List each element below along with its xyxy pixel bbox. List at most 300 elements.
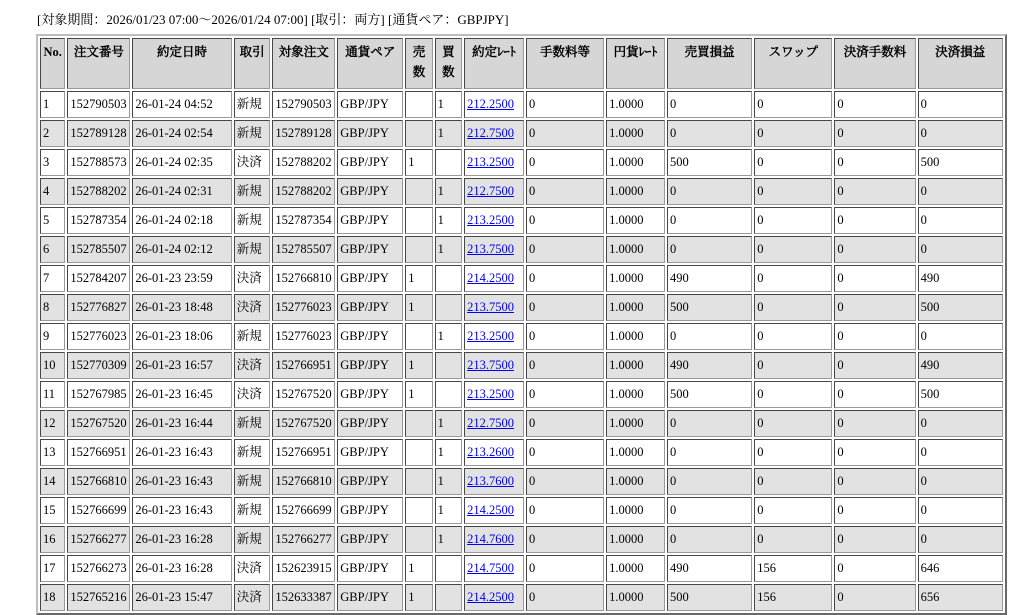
cell-buy-qty: 1 [435, 323, 462, 350]
cell-order-id: 152776827 [67, 294, 130, 321]
cell-fee: 0 [526, 497, 604, 524]
cell-settle-pl: 0 [918, 323, 1003, 350]
table-row [40, 323, 1003, 350]
cell-target-order: 152790503 [272, 91, 335, 118]
cell-exec-time: 26-01-23 18:06 [132, 323, 231, 350]
cell-swap: 0 [754, 439, 832, 466]
cell-target-order: 152766951 [272, 352, 335, 379]
cell-buy-qty: 1 [435, 236, 462, 263]
cell-no: 2 [40, 120, 65, 147]
cell-swap: 0 [754, 410, 832, 437]
cell-jpy-rate: 1.0000 [606, 120, 665, 147]
cell-exec-rate [464, 584, 524, 611]
cell-buy-qty: 1 [435, 91, 462, 118]
cell-sell-qty: 1 [405, 381, 432, 408]
cell-sell-qty [405, 497, 432, 524]
cell-pl: 0 [667, 178, 752, 205]
cell-target-order: 152776023 [272, 323, 335, 350]
cell-sell-qty: 1 [405, 555, 432, 582]
cell-jpy-rate: 1.0000 [606, 439, 665, 466]
exec-rate-link[interactable]: 213.2500 [467, 155, 514, 169]
table-row [40, 265, 1003, 292]
col-header-sell-line1: 売 [412, 45, 426, 59]
cell-pair: GBP/JPY [337, 497, 403, 524]
cell-sell-qty [405, 410, 432, 437]
cell-settle-pl: 0 [918, 410, 1003, 437]
cell-fee: 0 [526, 410, 604, 437]
cell-target-order: 152785507 [272, 236, 335, 263]
cell-swap: 0 [754, 207, 832, 234]
cell-order-id: 152784207 [67, 265, 130, 292]
cell-order-id: 152788573 [67, 149, 130, 176]
cell-trade: 新規 [234, 91, 271, 118]
cell-no: 12 [40, 410, 65, 437]
cell-pair: GBP/JPY [337, 265, 403, 292]
cell-exec-rate [464, 468, 524, 495]
cell-exec-rate [464, 265, 524, 292]
cell-fee: 0 [526, 526, 604, 553]
exec-rate-link[interactable]: 213.7500 [467, 300, 514, 314]
cell-trade: 新規 [234, 178, 271, 205]
cell-swap: 0 [754, 468, 832, 495]
cell-trade: 新規 [234, 120, 271, 147]
cell-no: 17 [40, 555, 65, 582]
cell-fee: 0 [526, 120, 604, 147]
cell-settle-fee: 0 [834, 497, 915, 524]
cell-pl: 0 [667, 468, 752, 495]
cell-exec-time: 26-01-23 23:59 [132, 265, 231, 292]
cell-jpy-rate: 1.0000 [606, 555, 665, 582]
cell-swap: 0 [754, 352, 832, 379]
table-row [40, 178, 1003, 205]
cell-swap: 0 [754, 294, 832, 321]
cell-fee: 0 [526, 236, 604, 263]
cell-exec-time: 26-01-24 02:35 [132, 149, 231, 176]
cell-trade: 新規 [234, 323, 271, 350]
cell-sell-qty [405, 236, 432, 263]
cell-pair: GBP/JPY [337, 120, 403, 147]
cell-pl: 0 [667, 323, 752, 350]
cell-buy-qty [435, 149, 462, 176]
cell-no: 10 [40, 352, 65, 379]
cell-order-id: 152766951 [67, 439, 130, 466]
cell-buy-qty: 1 [435, 497, 462, 524]
cell-settle-fee: 0 [834, 207, 915, 234]
cell-settle-pl: 0 [918, 439, 1003, 466]
cell-order-id: 152776023 [67, 323, 130, 350]
cell-order-id: 152788202 [67, 178, 130, 205]
cell-target-order: 152767520 [272, 410, 335, 437]
table-row [40, 207, 1003, 234]
cell-target-order: 152776023 [272, 294, 335, 321]
cell-exec-time: 26-01-23 16:43 [132, 497, 231, 524]
cell-settle-pl: 0 [918, 120, 1003, 147]
cell-settle-pl: 500 [918, 294, 1003, 321]
cell-fee: 0 [526, 149, 604, 176]
cell-swap: 0 [754, 120, 832, 147]
exec-rate-link[interactable]: 212.7500 [467, 126, 514, 140]
col-header-sell-line2: 数 [412, 65, 426, 79]
exec-rate-link[interactable]: 214.7500 [467, 561, 514, 575]
table-row [40, 584, 1003, 611]
cell-target-order: 152789128 [272, 120, 335, 147]
exec-rate-link[interactable]: 212.2500 [467, 97, 514, 111]
cell-jpy-rate: 1.0000 [606, 584, 665, 611]
cell-fee: 0 [526, 381, 604, 408]
cell-pair: GBP/JPY [337, 468, 403, 495]
cell-exec-rate [464, 439, 524, 466]
cell-target-order: 152767520 [272, 381, 335, 408]
table-row [40, 410, 1003, 437]
cell-fee: 0 [526, 352, 604, 379]
cell-trade: 新規 [234, 526, 271, 553]
cell-fee: 0 [526, 468, 604, 495]
cell-sell-qty [405, 468, 432, 495]
cell-order-id: 152766277 [67, 526, 130, 553]
cell-pl: 490 [667, 352, 752, 379]
cell-settle-pl: 0 [918, 91, 1003, 118]
cell-sell-qty [405, 323, 432, 350]
cell-buy-qty: 1 [435, 468, 462, 495]
cell-settle-pl: 0 [918, 207, 1003, 234]
cell-pair: GBP/JPY [337, 91, 403, 118]
cell-settle-pl: 500 [918, 381, 1003, 408]
cell-pair: GBP/JPY [337, 410, 403, 437]
cell-exec-rate [464, 207, 524, 234]
cell-order-id: 152765216 [67, 584, 130, 611]
cell-no: 5 [40, 207, 65, 234]
cell-exec-rate [464, 352, 524, 379]
col-header-pair: 通貨ペア [337, 38, 403, 89]
cell-jpy-rate: 1.0000 [606, 91, 665, 118]
cell-exec-rate [464, 410, 524, 437]
cell-no: 8 [40, 294, 65, 321]
cell-pl: 0 [667, 526, 752, 553]
col-header-exec-rate: 約定ﾚｰﾄ [464, 38, 524, 89]
table-row [40, 236, 1003, 263]
cell-settle-fee: 0 [834, 526, 915, 553]
cell-jpy-rate: 1.0000 [606, 323, 665, 350]
cell-fee: 0 [526, 207, 604, 234]
cell-swap: 0 [754, 323, 832, 350]
cell-swap: 0 [754, 526, 832, 553]
cell-buy-qty [435, 584, 462, 611]
cell-exec-time: 26-01-23 16:28 [132, 526, 231, 553]
cell-jpy-rate: 1.0000 [606, 468, 665, 495]
cell-settle-pl: 656 [918, 584, 1003, 611]
cell-settle-fee: 0 [834, 468, 915, 495]
exec-rate-link[interactable]: 214.2500 [467, 503, 514, 517]
cell-exec-rate [464, 323, 524, 350]
cell-settle-fee: 0 [834, 439, 915, 466]
cell-settle-fee: 0 [834, 323, 915, 350]
col-header-trade: 取引 [234, 38, 271, 89]
cell-exec-time: 26-01-24 02:31 [132, 178, 231, 205]
filter-caption: [対象期間：2026/01/23 07:00～2026/01/24 07:00] [取引：両方] [通貨ペア：GBPJPY] [37, 12, 509, 27]
cell-settle-pl: 646 [918, 555, 1003, 582]
cell-fee: 0 [526, 91, 604, 118]
exec-rate-link[interactable]: 214.2500 [467, 271, 514, 285]
cell-no: 15 [40, 497, 65, 524]
cell-exec-time: 26-01-24 02:18 [132, 207, 231, 234]
cell-settle-fee: 0 [834, 410, 915, 437]
cell-trade: 新規 [234, 236, 271, 263]
cell-swap: 0 [754, 265, 832, 292]
cell-swap: 0 [754, 381, 832, 408]
cell-target-order: 152788202 [272, 149, 335, 176]
table-row [40, 439, 1003, 466]
cell-pl: 0 [667, 91, 752, 118]
exec-rate-link[interactable]: 213.7500 [467, 358, 514, 372]
col-header-exec-time: 約定日時 [132, 38, 231, 89]
cell-jpy-rate: 1.0000 [606, 381, 665, 408]
cell-pl: 500 [667, 294, 752, 321]
cell-order-id: 152767985 [67, 381, 130, 408]
cell-exec-rate [464, 497, 524, 524]
col-header-buy-line1: 買 [442, 45, 455, 59]
cell-settle-fee: 0 [834, 120, 915, 147]
cell-exec-time: 26-01-23 16:28 [132, 555, 231, 582]
cell-exec-time: 26-01-23 16:43 [132, 468, 231, 495]
cell-exec-rate [464, 381, 524, 408]
cell-buy-qty [435, 381, 462, 408]
cell-pair: GBP/JPY [337, 526, 403, 553]
cell-sell-qty [405, 439, 432, 466]
col-header-order-id: 注文番号 [67, 38, 130, 89]
cell-trade: 新規 [234, 497, 271, 524]
cell-swap: 0 [754, 236, 832, 263]
exec-rate-link[interactable]: 213.7600 [467, 474, 514, 488]
cell-exec-rate [464, 178, 524, 205]
cell-no: 6 [40, 236, 65, 263]
cell-pair: GBP/JPY [337, 352, 403, 379]
col-header-sell-qty [405, 38, 432, 89]
cell-exec-time: 26-01-23 15:47 [132, 584, 231, 611]
exec-rate-link[interactable]: 213.2500 [467, 329, 514, 343]
cell-buy-qty [435, 294, 462, 321]
cell-pair: GBP/JPY [337, 294, 403, 321]
cell-pair: GBP/JPY [337, 584, 403, 611]
cell-order-id: 152766273 [67, 555, 130, 582]
col-header-no: No. [40, 38, 65, 89]
table-row [40, 381, 1003, 408]
cell-settle-pl: 490 [918, 265, 1003, 292]
cell-sell-qty: 1 [405, 584, 432, 611]
cell-trade: 決済 [234, 352, 271, 379]
cell-exec-rate [464, 555, 524, 582]
cell-trade: 新規 [234, 439, 271, 466]
cell-pair: GBP/JPY [337, 439, 403, 466]
cell-order-id: 152790503 [67, 91, 130, 118]
cell-settle-fee: 0 [834, 555, 915, 582]
cell-pl: 500 [667, 584, 752, 611]
table-row [40, 555, 1003, 582]
cell-pair: GBP/JPY [337, 207, 403, 234]
cell-exec-time: 26-01-23 16:57 [132, 352, 231, 379]
cell-exec-time: 26-01-24 02:12 [132, 236, 231, 263]
cell-pair: GBP/JPY [337, 555, 403, 582]
cell-buy-qty: 1 [435, 410, 462, 437]
cell-settle-fee: 0 [834, 178, 915, 205]
cell-fee: 0 [526, 555, 604, 582]
cell-target-order: 152766951 [272, 439, 335, 466]
cell-order-id: 152770309 [67, 352, 130, 379]
cell-jpy-rate: 1.0000 [606, 265, 665, 292]
cell-exec-time: 26-01-24 04:52 [132, 91, 231, 118]
cell-no: 9 [40, 323, 65, 350]
cell-settle-fee: 0 [834, 294, 915, 321]
exec-rate-link[interactable]: 212.7500 [467, 416, 514, 430]
exec-rate-link[interactable]: 214.7600 [467, 532, 514, 546]
cell-jpy-rate: 1.0000 [606, 526, 665, 553]
cell-order-id: 152767520 [67, 410, 130, 437]
cell-no: 18 [40, 584, 65, 611]
trade-history-table [36, 34, 1007, 615]
cell-sell-qty: 1 [405, 149, 432, 176]
cell-target-order: 152766277 [272, 526, 335, 553]
cell-pl: 500 [667, 149, 752, 176]
cell-buy-qty: 1 [435, 178, 462, 205]
cell-sell-qty [405, 120, 432, 147]
cell-target-order: 152766810 [272, 468, 335, 495]
cell-settle-pl: 0 [918, 526, 1003, 553]
cell-no: 7 [40, 265, 65, 292]
cell-swap: 156 [754, 555, 832, 582]
cell-buy-qty: 1 [435, 526, 462, 553]
exec-rate-link[interactable]: 213.2500 [467, 387, 514, 401]
cell-sell-qty: 1 [405, 294, 432, 321]
col-header-pl: 売買損益 [667, 38, 752, 89]
cell-settle-pl: 490 [918, 352, 1003, 379]
cell-exec-time: 26-01-23 16:43 [132, 439, 231, 466]
cell-target-order: 152766699 [272, 497, 335, 524]
cell-no: 13 [40, 439, 65, 466]
cell-sell-qty [405, 178, 432, 205]
table-row [40, 352, 1003, 379]
cell-jpy-rate: 1.0000 [606, 410, 665, 437]
cell-fee: 0 [526, 439, 604, 466]
col-header-buy-line2: 数 [442, 65, 455, 79]
cell-pl: 0 [667, 207, 752, 234]
cell-trade: 新規 [234, 207, 271, 234]
cell-swap: 0 [754, 91, 832, 118]
cell-buy-qty: 1 [435, 120, 462, 147]
cell-pl: 500 [667, 381, 752, 408]
cell-exec-rate [464, 294, 524, 321]
col-header-settle-fee: 決済手数料 [834, 38, 915, 89]
cell-exec-rate [464, 149, 524, 176]
cell-jpy-rate: 1.0000 [606, 178, 665, 205]
cell-sell-qty [405, 526, 432, 553]
cell-settle-pl: 0 [918, 468, 1003, 495]
cell-trade: 決済 [234, 584, 271, 611]
cell-no: 1 [40, 91, 65, 118]
cell-jpy-rate: 1.0000 [606, 294, 665, 321]
cell-order-id: 152789128 [67, 120, 130, 147]
cell-exec-time: 26-01-24 02:54 [132, 120, 231, 147]
cell-settle-pl: 0 [918, 236, 1003, 263]
cell-target-order: 152633387 [272, 584, 335, 611]
cell-trade: 決済 [234, 294, 271, 321]
col-header-buy-qty [435, 38, 462, 89]
cell-exec-rate [464, 236, 524, 263]
table-header-row [40, 38, 1003, 89]
cell-pl: 0 [667, 439, 752, 466]
cell-order-id: 152766810 [67, 468, 130, 495]
cell-settle-fee: 0 [834, 265, 915, 292]
cell-buy-qty: 1 [435, 207, 462, 234]
cell-fee: 0 [526, 265, 604, 292]
exec-rate-link[interactable]: 213.2600 [467, 445, 514, 459]
col-header-jpy-rate: 円貨ﾚｰﾄ [606, 38, 665, 89]
cell-target-order: 152623915 [272, 555, 335, 582]
cell-pair: GBP/JPY [337, 323, 403, 350]
cell-order-id: 152787354 [67, 207, 130, 234]
cell-pl: 490 [667, 265, 752, 292]
cell-no: 16 [40, 526, 65, 553]
col-header-swap: スワップ [754, 38, 832, 89]
table-row [40, 120, 1003, 147]
cell-jpy-rate: 1.0000 [606, 497, 665, 524]
cell-pair: GBP/JPY [337, 178, 403, 205]
exec-rate-link[interactable]: 213.7500 [467, 242, 514, 256]
cell-pair: GBP/JPY [337, 381, 403, 408]
exec-rate-link[interactable]: 212.7500 [467, 184, 514, 198]
table-row [40, 294, 1003, 321]
cell-settle-fee: 0 [834, 236, 915, 263]
cell-pair: GBP/JPY [337, 236, 403, 263]
table-row [40, 468, 1003, 495]
cell-order-id: 152766699 [67, 497, 130, 524]
table-row [40, 91, 1003, 118]
cell-exec-rate [464, 120, 524, 147]
cell-jpy-rate: 1.0000 [606, 207, 665, 234]
cell-exec-time: 26-01-23 18:48 [132, 294, 231, 321]
cell-trade: 決済 [234, 265, 271, 292]
cell-order-id: 152785507 [67, 236, 130, 263]
cell-sell-qty [405, 91, 432, 118]
cell-trade: 決済 [234, 149, 271, 176]
cell-swap: 0 [754, 149, 832, 176]
cell-sell-qty: 1 [405, 352, 432, 379]
col-header-fee: 手数料等 [526, 38, 604, 89]
cell-fee: 0 [526, 323, 604, 350]
cell-target-order: 152788202 [272, 178, 335, 205]
cell-jpy-rate: 1.0000 [606, 352, 665, 379]
cell-target-order: 152766810 [272, 265, 335, 292]
cell-fee: 0 [526, 178, 604, 205]
cell-settle-fee: 0 [834, 381, 915, 408]
cell-no: 14 [40, 468, 65, 495]
cell-settle-fee: 0 [834, 91, 915, 118]
cell-pl: 0 [667, 236, 752, 263]
cell-jpy-rate: 1.0000 [606, 149, 665, 176]
cell-fee: 0 [526, 584, 604, 611]
cell-sell-qty [405, 207, 432, 234]
col-header-settle-pl: 決済損益 [918, 38, 1003, 89]
cell-buy-qty: 1 [435, 439, 462, 466]
cell-no: 11 [40, 381, 65, 408]
cell-settle-pl: 500 [918, 149, 1003, 176]
cell-exec-rate [464, 526, 524, 553]
cell-swap: 0 [754, 178, 832, 205]
exec-rate-link[interactable]: 213.2500 [467, 213, 514, 227]
exec-rate-link[interactable]: 214.2500 [467, 590, 514, 604]
cell-no: 3 [40, 149, 65, 176]
cell-trade: 新規 [234, 410, 271, 437]
cell-settle-pl: 0 [918, 497, 1003, 524]
cell-pl: 490 [667, 555, 752, 582]
